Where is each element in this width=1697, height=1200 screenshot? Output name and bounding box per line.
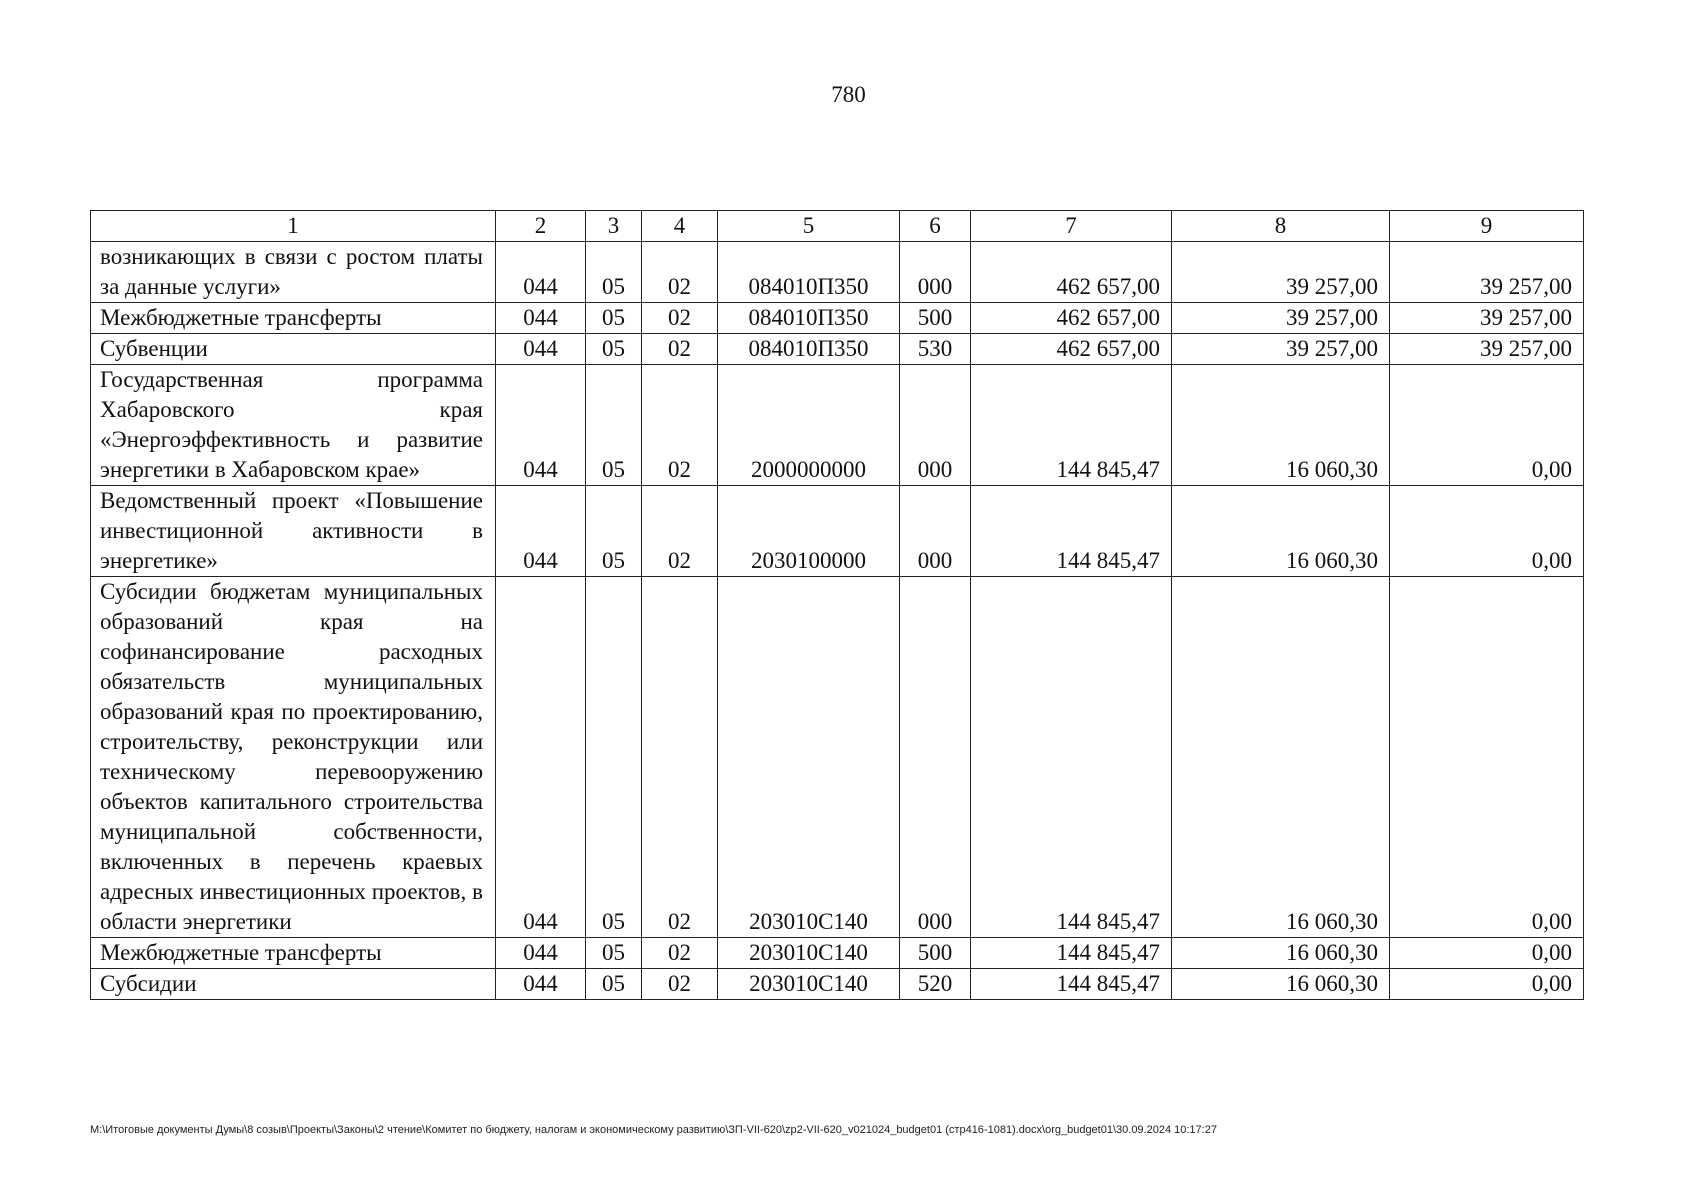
amount-col8: 16 060,30 [1172,577,1390,938]
amount-col7: 462 657,00 [971,334,1172,365]
header-cell: 8 [1172,211,1390,242]
amount-col9: 0,00 [1390,969,1584,1000]
table-row [91,334,1584,365]
row-name [91,969,496,1000]
subsection-code: 02 [642,486,718,577]
subsection-code: 02 [642,577,718,938]
admin-code: 044 [496,334,586,365]
subsection-code: 02 [642,938,718,969]
header-cell: 2 [496,211,586,242]
amount-col7: 144 845,47 [971,486,1172,577]
row-name-text: Ведомственный проект «Повышение инвестиционной активности в энергетике» [100,488,483,573]
table-row [91,242,1584,303]
row-name [91,334,496,365]
expense-type-code: 000 [900,577,971,938]
expense-type-code: 530 [900,334,971,365]
row-name [91,938,496,969]
table-row [91,486,1584,577]
amount-col8: 39 257,00 [1172,242,1390,303]
header-cell: 6 [900,211,971,242]
section-code: 05 [586,938,642,969]
header-cell: 1 [91,211,496,242]
row-name [91,486,496,577]
expense-type-code: 520 [900,969,971,1000]
target-article-code: 2030100000 [718,486,900,577]
section-code: 05 [586,969,642,1000]
subsection-code: 02 [642,303,718,334]
row-name [91,242,496,303]
table-row [91,577,1584,938]
row-name-text: Межбюджетные трансферты [100,940,382,965]
target-article-code: 084010П350 [718,242,900,303]
amount-col7: 462 657,00 [971,242,1172,303]
amount-col9: 0,00 [1390,365,1584,486]
target-article-code: 203010С140 [718,938,900,969]
section-code: 05 [586,334,642,365]
section-code: 05 [586,303,642,334]
header-cell: 7 [971,211,1172,242]
table-row [91,303,1584,334]
expense-type-code: 000 [900,365,971,486]
amount-col8: 39 257,00 [1172,303,1390,334]
subsection-code: 02 [642,365,718,486]
amount-col8: 39 257,00 [1172,334,1390,365]
target-article-code: 203010С140 [718,969,900,1000]
amount-col9: 39 257,00 [1390,303,1584,334]
admin-code: 044 [496,577,586,938]
subsection-code: 02 [642,242,718,303]
expense-type-code: 500 [900,938,971,969]
section-code: 05 [586,486,642,577]
amount-col9: 0,00 [1390,486,1584,577]
amount-col8: 16 060,30 [1172,365,1390,486]
expense-type-code: 000 [900,486,971,577]
row-name [91,577,496,938]
subsection-code: 02 [642,969,718,1000]
section-code: 05 [586,577,642,938]
expense-type-code: 500 [900,303,971,334]
amount-col9: 0,00 [1390,577,1584,938]
amount-col7: 144 845,47 [971,365,1172,486]
amount-col8: 16 060,30 [1172,969,1390,1000]
admin-code: 044 [496,303,586,334]
amount-col9: 0,00 [1390,938,1584,969]
amount-col8: 16 060,30 [1172,938,1390,969]
section-code: 05 [586,242,642,303]
admin-code: 044 [496,969,586,1000]
amount-col9: 39 257,00 [1390,242,1584,303]
target-article-code: 084010П350 [718,303,900,334]
amount-col7: 144 845,47 [971,969,1172,1000]
amount-col7: 144 845,47 [971,577,1172,938]
row-name-text: возникающих в связи с ростом платы за данные услуги» [100,244,483,299]
target-article-code: 203010С140 [718,577,900,938]
table-body [91,242,1584,1000]
header-cell: 4 [642,211,718,242]
subsection-code: 02 [642,334,718,365]
page-number: 780 [831,82,866,107]
footer-file-path: M:\Итоговые документы Думы\8 созыв\Проекты\Законы\2 чтение\Комитет по бюджету, налогам и экономическому развитию\ЗП-VII-620\zp2-VII-620_v021024_budget01 (стр416-1081).docx\org_budget01\30.09.2024 10:17:27 [90,1124,1217,1136]
target-article-code: 084010П350 [718,334,900,365]
row-name-text: Субсидии [100,971,197,996]
row-name-text: Государственная программа Хабаровского края «Энергоэффективность и развитие энергетики в Хабаровском крае» [100,367,483,482]
header-cell: 3 [586,211,642,242]
admin-code: 044 [496,365,586,486]
header-row [91,211,1584,242]
admin-code: 044 [496,486,586,577]
table-row [91,938,1584,969]
row-name-text: Субсидии бюджетам муниципальных образований края на софинансирование расходных обязательств муниципальных образований края по проектированию, строительству, реконструкции или техническому перевооружению объектов капитального строительства муниципальной собственности, включенных в перечень краевых адресных инвестиционных проектов, в области энергетики [100,579,483,934]
row-name [91,365,496,486]
target-article-code: 2000000000 [718,365,900,486]
admin-code: 044 [496,242,586,303]
amount-col7: 462 657,00 [971,303,1172,334]
table-row [91,365,1584,486]
table-header [91,211,1584,242]
expense-type-code: 000 [900,242,971,303]
table-row [91,969,1584,1000]
section-code: 05 [586,365,642,486]
amount-col7: 144 845,47 [971,938,1172,969]
admin-code: 044 [496,938,586,969]
header-cell: 9 [1390,211,1584,242]
amount-col9: 39 257,00 [1390,334,1584,365]
budget-table [90,210,1584,1000]
row-name-text: Субвенции [100,336,208,361]
row-name-text: Межбюджетные трансферты [100,305,382,330]
header-cell: 5 [718,211,900,242]
amount-col8: 16 060,30 [1172,486,1390,577]
row-name [91,303,496,334]
